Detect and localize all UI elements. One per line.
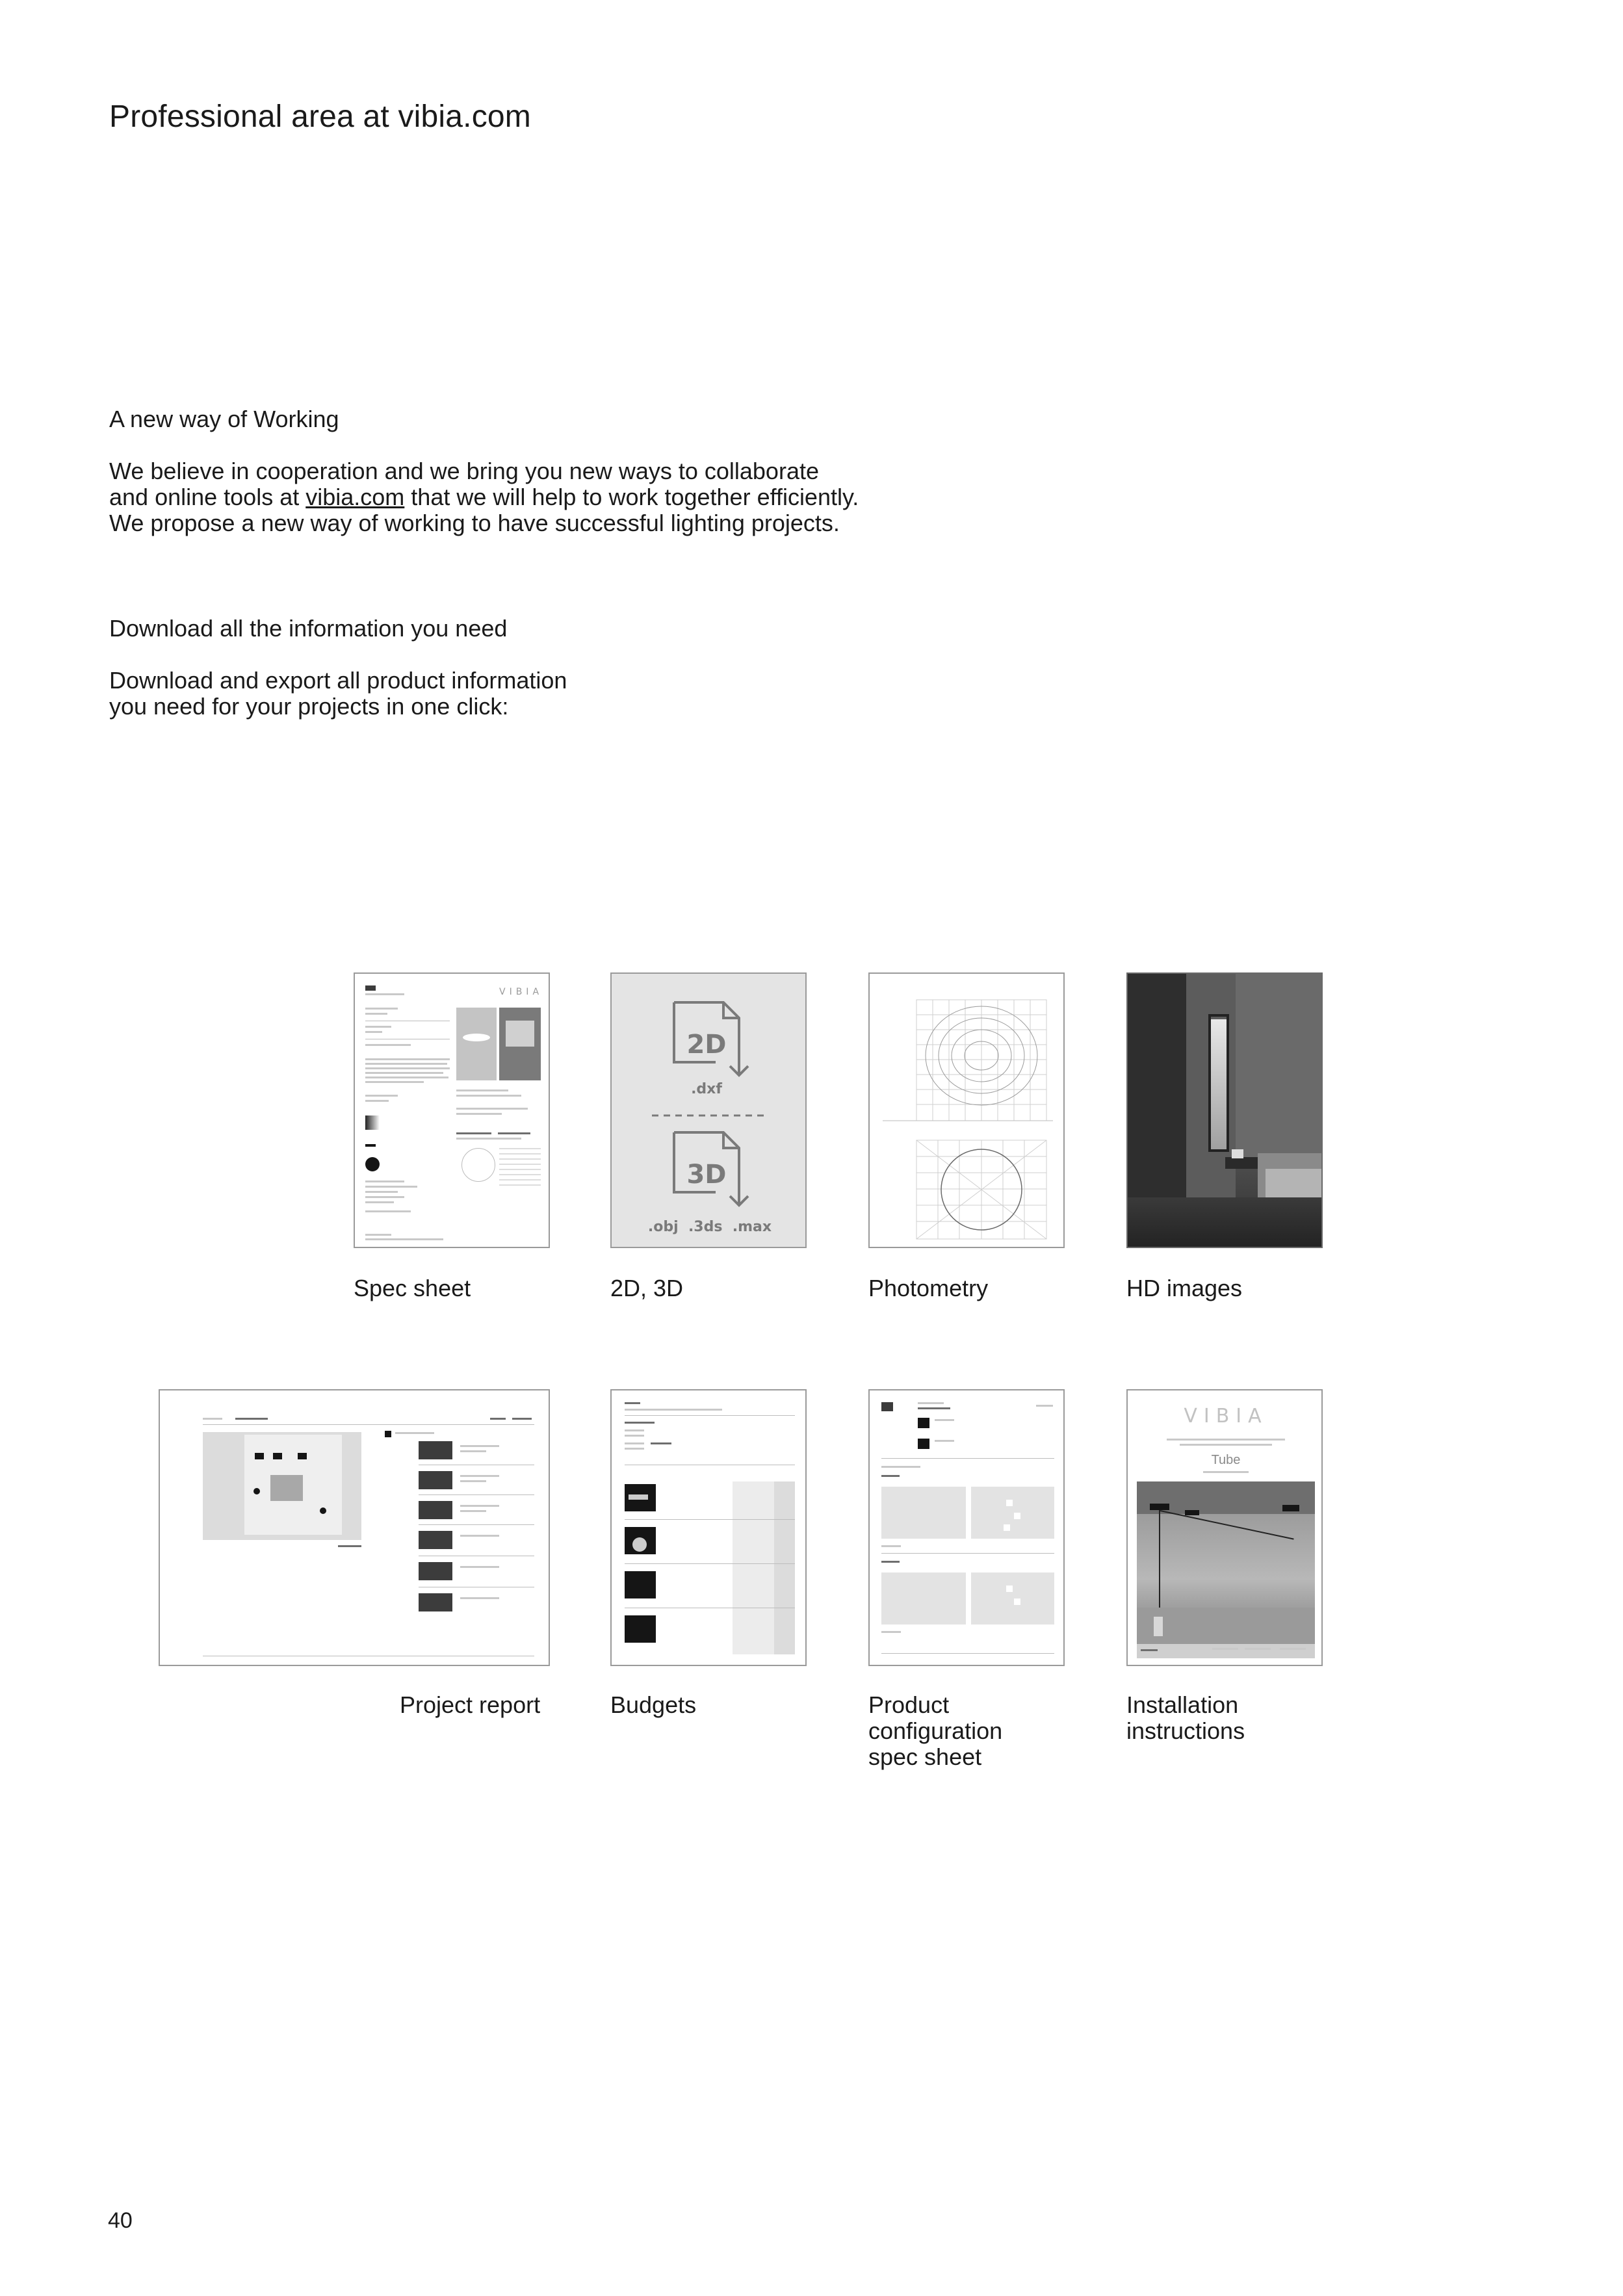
photometry-label: Photometry bbox=[868, 1275, 989, 1301]
budgets-thumbnail[interactable] bbox=[610, 1389, 807, 1666]
section-working bbox=[109, 406, 1019, 536]
spec-sheet-thumbnail[interactable]: VIBIA bbox=[354, 972, 550, 1248]
product-config-label-line2: configuration bbox=[868, 1717, 1003, 1744]
project-report-thumbnail[interactable] bbox=[159, 1389, 550, 1666]
budgets-label: Budgets bbox=[610, 1691, 697, 1718]
section-download-heading: Download all the information you need bbox=[109, 615, 508, 642]
section-working-line3: We propose a new way of working to have successful lighting projects. bbox=[109, 510, 840, 536]
icon-3d-text: 3D bbox=[686, 1160, 727, 1190]
installation-label-line2: instructions bbox=[1126, 1717, 1245, 1744]
product-config-thumbnail[interactable] bbox=[868, 1389, 1065, 1666]
vibia-logo: VIBIA bbox=[1184, 1405, 1268, 1428]
section-working-line2-post: that we will help to work together efficiently. bbox=[404, 484, 859, 510]
page-title: Professional area at vibia.com bbox=[109, 99, 531, 134]
product-config-label bbox=[868, 1692, 1002, 1770]
section-download-line2: you need for your projects in one click: bbox=[109, 693, 509, 720]
section-working-line1: We believe in cooperation and we bring you new ways to collaborate bbox=[109, 458, 819, 484]
icon-2d-text: 2D bbox=[686, 1030, 727, 1060]
cad-files-thumbnail[interactable] bbox=[610, 972, 807, 1248]
section-working-heading: A new way of Working bbox=[109, 406, 339, 432]
ext-2d-text: .dxf bbox=[691, 1081, 722, 1097]
section-download bbox=[109, 616, 1019, 720]
spec-sheet-label: Spec sheet bbox=[354, 1275, 471, 1301]
page-number: 40 bbox=[108, 2208, 133, 2233]
product-config-label-line1: Product bbox=[868, 1691, 950, 1718]
hd-images-thumbnail[interactable] bbox=[1126, 972, 1323, 1248]
installation-thumbnail[interactable] bbox=[1126, 1389, 1323, 1666]
section-download-line1: Download and export all product information bbox=[109, 667, 567, 694]
product-config-label-line3: spec sheet bbox=[868, 1743, 982, 1770]
installation-product-name: Tube bbox=[1211, 1453, 1241, 1467]
section-working-line2 bbox=[109, 484, 1019, 510]
cad-files-label: 2D, 3D bbox=[610, 1275, 684, 1301]
photometry-thumbnail[interactable] bbox=[868, 972, 1065, 1248]
photometry-diagram bbox=[870, 974, 1065, 1248]
installation-label-line1: Installation bbox=[1126, 1691, 1239, 1718]
ext-3d-text: .obj .3ds .max bbox=[647, 1219, 772, 1235]
installation-label bbox=[1126, 1692, 1245, 1744]
hd-images-label: HD images bbox=[1126, 1275, 1243, 1301]
cad-file-icons bbox=[612, 974, 807, 1248]
vibia-link[interactable]: vibia.com bbox=[305, 484, 405, 510]
project-report-label: Project report bbox=[400, 1691, 541, 1718]
section-working-line2-pre: and online tools at bbox=[109, 484, 306, 510]
